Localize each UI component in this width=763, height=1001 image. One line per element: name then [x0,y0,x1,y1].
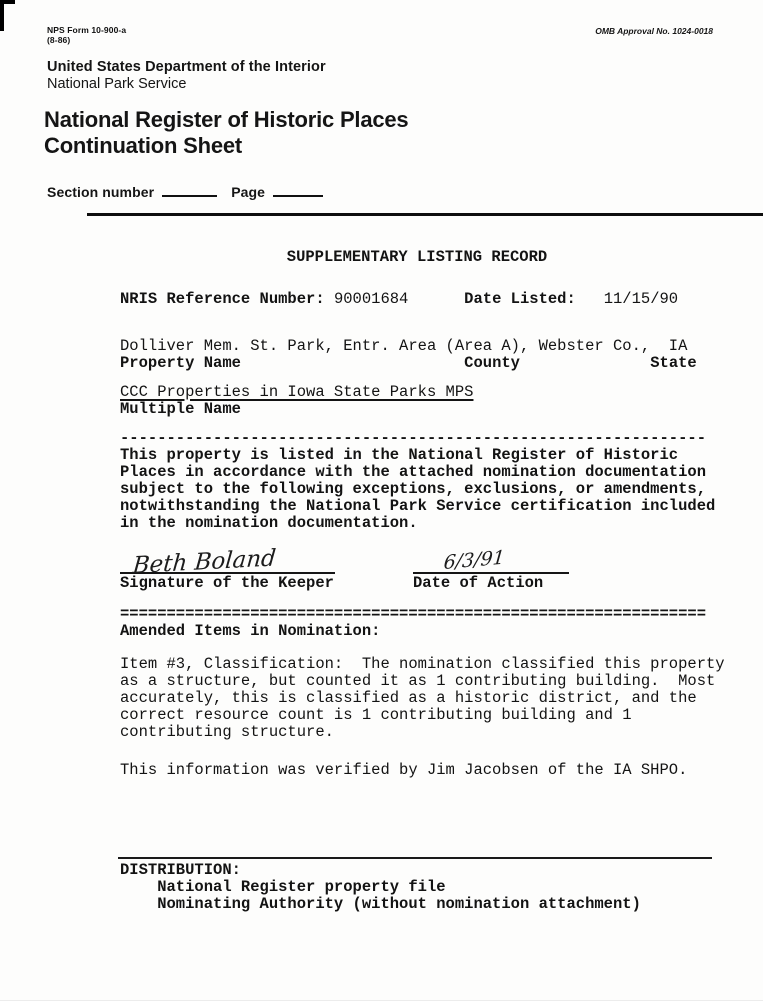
nris-reference-line [120,291,720,308]
amended-items-heading [120,623,720,640]
text-segment [520,354,650,372]
amendment-paragraph-line [120,690,720,707]
page-number-blank [273,184,323,197]
certification-paragraph-line [120,498,720,515]
property-name-value-line [120,338,720,355]
text-segment: Dolliver Mem. St. Park, Entr. Area (Area A), Webster Co., IA [120,336,688,355]
certification-paragraph-line [120,447,720,464]
amendment-paragraph-line [120,707,720,724]
supplementary-listing-heading [120,249,714,266]
text-segment: 11/15/90 [575,289,679,308]
amendment-paragraph-line [120,654,725,673]
spacer [120,308,720,338]
keeper-signature-handwriting: Beth Boland [131,544,277,579]
text-segment [241,354,464,372]
section-page-row [47,184,713,200]
scan-corner-artifact [0,0,15,31]
service-name: National Park Service [47,75,187,92]
property-name-label-line [120,355,720,372]
date-of-action-line [413,536,569,574]
multiple-name-value-line [120,384,720,401]
text-segment: This information was verified by Jim Jacobsen of the IA SHPO. [120,760,688,779]
form-number-block [47,26,126,46]
signature-row [120,536,720,592]
certification-paragraph-line [120,464,720,481]
amendment-paragraph-line [120,673,720,690]
text-segment: as a structure, but counted it as 1 contributing building. Most [120,671,716,690]
spacer [120,741,720,762]
page-label: Page [231,183,266,200]
keeper-signature-line [120,536,335,579]
text-segment: State [650,353,697,372]
double-divider [120,606,720,623]
document-title-line2: Continuation Sheet [44,132,243,158]
amendment-paragraph-line [120,724,720,741]
form-header [0,0,763,216]
distribution-heading [120,862,720,879]
date-of-action-label: Date of Action [413,573,544,592]
text-segment: contributing structure. [120,722,334,741]
department-name: United States Department of the Interior [47,58,326,75]
text-segment: Date Listed: [464,289,576,308]
text-segment: Amended Items in Nomination: [120,621,381,640]
text-segment: notwithstanding the National Park Service certification included [120,496,716,515]
text-segment: CCC Properties in Iowa State Parks MPS [120,382,474,401]
text-segment: NRIS Reference Number: [120,289,334,308]
multiple-name-label-line [120,401,720,418]
spacer [120,640,720,656]
date-of-action-block [413,536,569,592]
certification-paragraph-line [120,481,720,498]
text-segment: 90001684 [333,289,409,308]
text-segment: correct resource count is 1 contributing building and 1 [120,705,632,724]
section-number-blank [162,184,217,197]
text-segment: --------------------------------------------------------------- [120,428,706,447]
document-title [44,107,713,159]
date-of-action-handwriting: 6/3/91 [442,545,506,574]
spacer [120,266,720,291]
verification-line [120,762,720,779]
text-segment: DISTRIBUTION: [120,860,241,879]
text-segment: National Register property file [120,877,446,896]
distribution-rule [118,857,712,859]
text-segment: This property is listed in the National Register of Historic [120,445,679,464]
text-segment [408,290,464,308]
keeper-signature-label: Signature of the Keeper [120,573,334,592]
spacer [120,592,720,606]
text-segment: accurately, this is classified as a historic district, and the [120,688,697,707]
text-segment: =============================================================== [120,604,706,623]
dashed-divider [120,430,720,447]
text-segment: subject to the following exceptions, exclusions, or amendments, [120,479,706,498]
certification-paragraph-line [120,515,720,532]
typewriter-body [120,216,725,913]
text-segment: County [464,353,520,372]
document-title-line1: National Register of Historic Places [44,106,409,132]
form-meta-row [47,26,713,46]
keeper-signature-block [120,536,335,592]
form-number: NPS Form 10-900-a [47,25,127,35]
form-revision: (8-86) [47,34,71,45]
distribution-item [120,879,720,896]
distribution-item [120,896,720,913]
text-segment: Item #3, Classification: The nomination classified this property [120,654,725,673]
text-segment: in the nomination documentation. [120,513,418,532]
spacer [120,779,720,857]
omb-approval: OMB Approval No. 1024-0018 [595,26,713,36]
text-segment: Places in accordance with the attached nomination documentation [120,462,706,481]
text-segment: Property Name [120,353,241,372]
text-segment: Nominating Authority (without nomination attachment) [120,894,641,913]
section-number-label: Section number [47,183,155,200]
text-segment: Multiple Name [120,399,241,418]
text-segment: SUPPLEMENTARY LISTING RECORD [286,247,548,266]
